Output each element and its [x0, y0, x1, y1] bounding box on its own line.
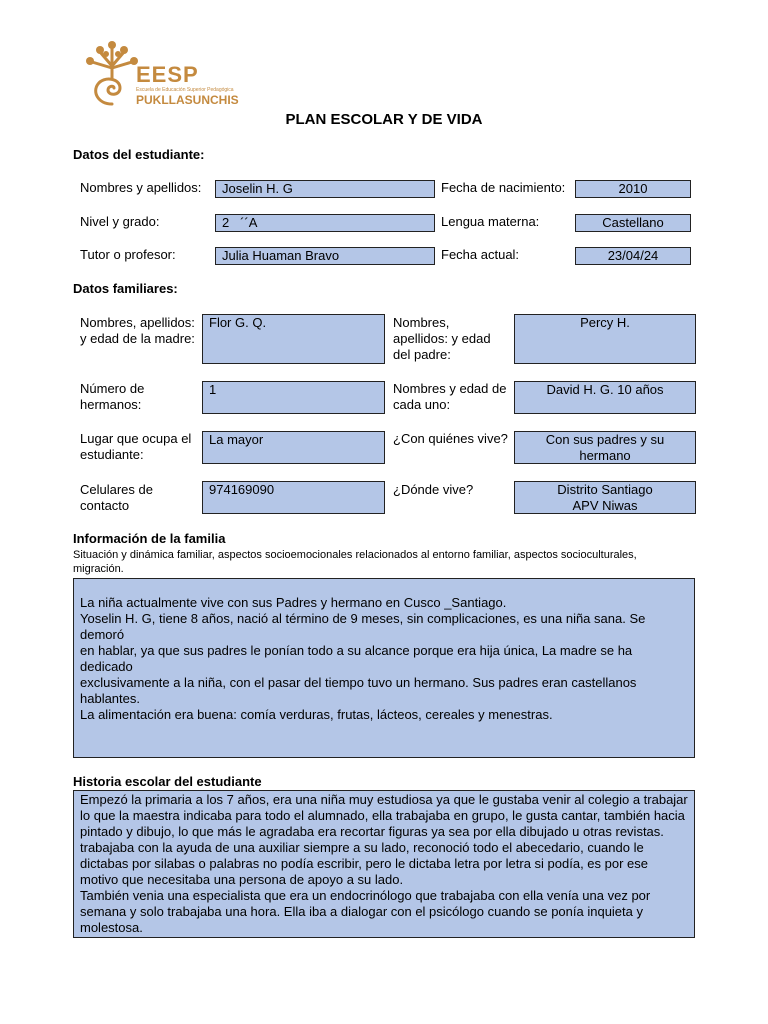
- name-label: Nombres y apellidos:: [80, 180, 202, 195]
- page-title: PLAN ESCOLAR Y DE VIDA: [285, 111, 483, 128]
- school-history-heading: Historia escolar del estudiante: [73, 774, 262, 789]
- logo-name: PUKLLASUNCHIS: [136, 93, 239, 107]
- siblings-names-field[interactable]: David H. G. 10 años: [514, 381, 696, 414]
- logo-subtitle: Escuela de Educación Superior Pedagógica: [136, 87, 234, 93]
- father-field[interactable]: Percy H.: [514, 314, 696, 364]
- siblings-field[interactable]: 1: [202, 381, 385, 414]
- family-section-heading: Datos familiares:: [73, 281, 178, 296]
- name-field[interactable]: Joselin H. G: [215, 180, 435, 198]
- tutor-field[interactable]: Julia Huaman Bravo: [215, 247, 435, 265]
- student-section-heading: Datos del estudiante:: [73, 147, 205, 162]
- birth-label: Fecha de nacimiento:: [441, 180, 566, 195]
- school-history-textarea[interactable]: Empezó la primaria a los 7 años, era una niña muy estudiosa ya que le gustaba venir al colegio a trabajar lo que la maestra indicaba para todo el alumnado, ella trabajaba en grupo, le gusta cantar, también hacia pintado y dibujo, lo que más le agradaba era recortar figuras ya sea por ella dibujado u otras revistas. trabajaba con la ayuda de una auxiliar siempre a su lado, reconoció todo el abecedario, cuando le dictabas por silabas o palabras no podía escribir, pero le dictaba letra por letra si podía, es por ese motivo que necesitaba una persona de apoyo a su lado. También venia una especialista que era un endocrinólogo que trabajaba con ella venía una vez por semana y solo trabajaba una hora. Ella iba a dialogar con el psicólogo cuando se ponía inquieta y molestosa.: [73, 790, 695, 938]
- mother-field[interactable]: Flor G. Q.: [202, 314, 385, 364]
- address-label: ¿Dónde vive?: [393, 482, 474, 497]
- lives-with-label: ¿Con quiénes vive?: [393, 431, 508, 446]
- mother-label: Nombres, apellidos: y edad de la madre:: [80, 315, 195, 346]
- siblings-label: Número de hermanos:: [80, 381, 145, 412]
- tutor-label: Tutor o profesor:: [80, 247, 176, 262]
- tree-spiral-logo-icon: [84, 40, 140, 112]
- phones-label: Celulares de contacto: [80, 482, 153, 513]
- family-info-textarea[interactable]: La niña actualmente vive con sus Padres y hermano en Cusco _Santiago. Yoselin H. G, tiene 8 años, nació al término de 9 meses, sin complicaciones, es una niña sana. Se demoró en hablar, ya que sus padres le ponían todo a su alcance porque era hija única, La madre se ha dedicado exclusivamente a la niña, con el pasar del tiempo tuvo un hermano. Sus padres eran castellanos hablantes. La alimentación era buena: comía verduras, frutas, lácteos, cereales y menestras.: [73, 578, 695, 758]
- lives-with-field[interactable]: Con sus padres y su hermano: [514, 431, 696, 464]
- grade-label: Nivel y grado:: [80, 214, 160, 229]
- address-field[interactable]: Distrito Santiago APV Niwas: [514, 481, 696, 514]
- school-logo: [84, 40, 254, 114]
- logo-acronym: EESP: [136, 62, 199, 87]
- language-field[interactable]: Castellano: [575, 214, 691, 232]
- date-field[interactable]: 23/04/24: [575, 247, 691, 265]
- father-label: Nombres, apellidos: y edad del padre:: [393, 315, 491, 362]
- family-info-description: Situación y dinámica familiar, aspectos socioemocionales relacionados al entorno familiar, aspectos socioculturales, migración.: [73, 549, 637, 575]
- language-label: Lengua materna:: [441, 214, 540, 229]
- phones-field[interactable]: 974169090: [202, 481, 385, 514]
- grade-field[interactable]: 2 ´´A: [215, 214, 435, 232]
- family-info-heading: Información de la familia: [73, 531, 226, 546]
- position-label: Lugar que ocupa el estudiante:: [80, 431, 192, 462]
- siblings-names-label: Nombres y edad de cada uno:: [393, 381, 507, 412]
- birth-field[interactable]: 2010: [575, 180, 691, 198]
- position-field[interactable]: La mayor: [202, 431, 385, 464]
- date-label: Fecha actual:: [441, 247, 520, 262]
